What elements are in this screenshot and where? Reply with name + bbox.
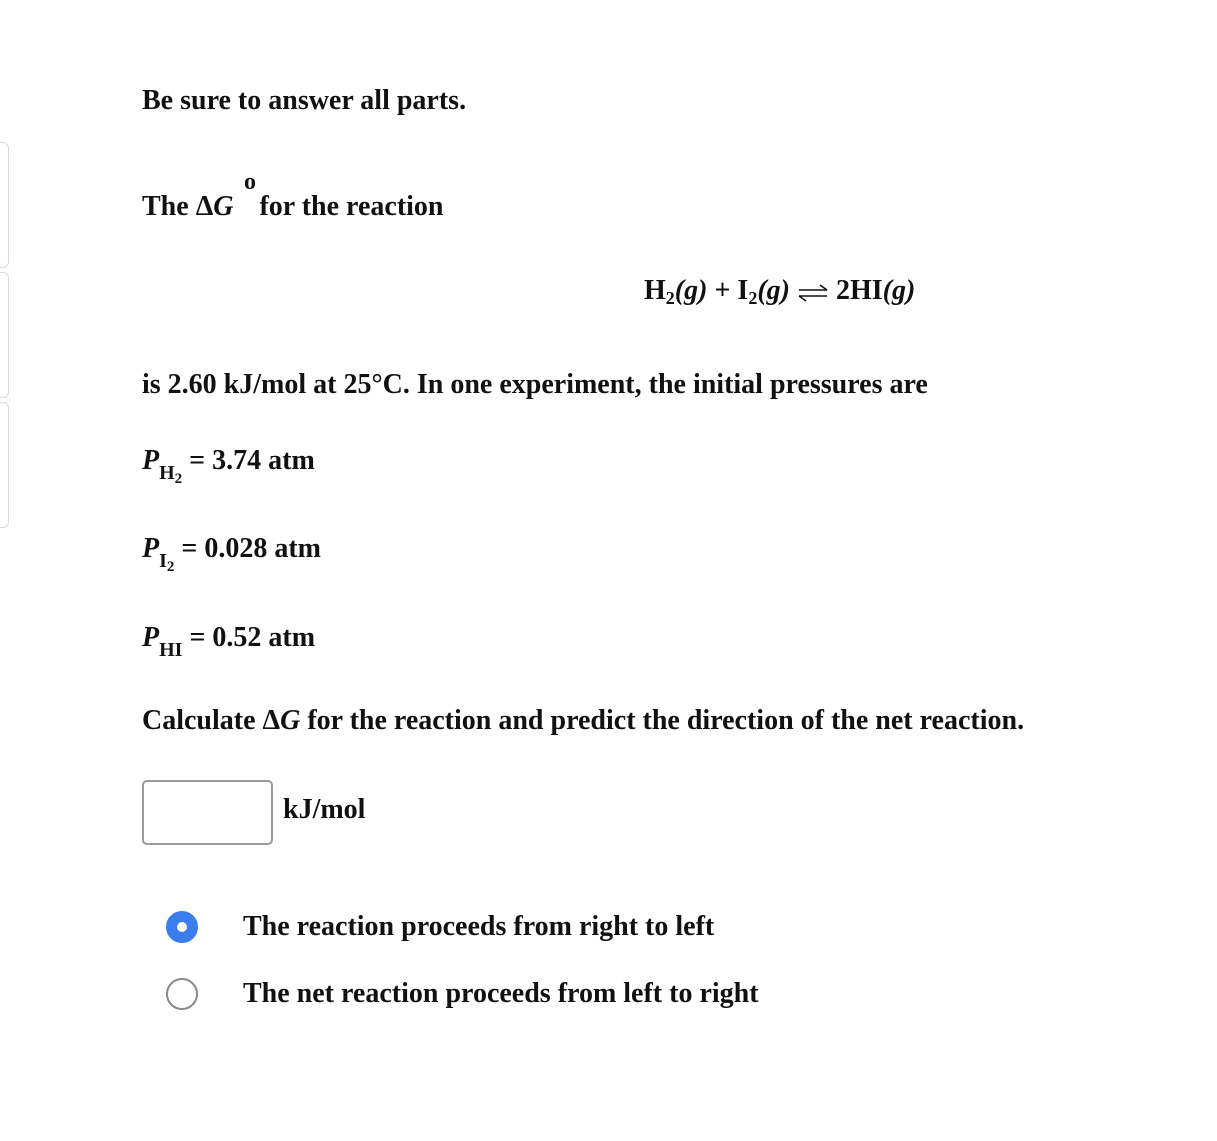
answer-unit: kJ/mol [283, 794, 366, 825]
radio-unselected-icon[interactable] [166, 978, 198, 1010]
product-hi: 2HI [835, 275, 883, 306]
pressure-hi [142, 624, 315, 660]
pressure-symbol: P [142, 622, 160, 653]
reactant-i2: I [737, 275, 749, 306]
side-tab-3[interactable] [0, 402, 9, 528]
option-label[interactable]: The net reaction proceeds from left to right [243, 978, 759, 1009]
question-suffix: for the reaction and predict the direction of the net reaction. [300, 705, 1025, 736]
equilibrium-arrow-icon [798, 284, 828, 302]
prompt-line [142, 193, 444, 221]
delta-symbol: Δ [262, 705, 281, 736]
prompt-prefix: The [142, 191, 196, 222]
pressure-species: I2 [159, 550, 175, 575]
option-left-to-right[interactable] [166, 978, 816, 1010]
reaction-equation [644, 277, 915, 307]
option-right-to-left[interactable] [166, 911, 816, 943]
instruction-text: Be sure to answer all parts. [142, 85, 467, 116]
reactant-h2: H [644, 275, 666, 306]
gibbs-symbol: G [213, 191, 234, 222]
pressure-value: = 3.74 atm [182, 445, 315, 476]
question-prefix: Calculate [142, 705, 263, 736]
pressure-symbol: P [142, 445, 160, 476]
radio-selected-icon[interactable] [166, 911, 198, 943]
pressure-h2 [142, 447, 315, 487]
product-hi-state: (g) [882, 275, 916, 306]
reactant-h2-state: (g) [674, 275, 708, 306]
pressure-i2 [142, 535, 321, 575]
conditions-text: is 2.60 kJ/mol at 25°C. In one experiment, the initial pressures are [142, 369, 928, 400]
reactant-i2-state: (g) [757, 275, 790, 306]
reactant-h2-subscript: 2 [665, 288, 675, 308]
pressure-value: = 0.028 atm [174, 533, 322, 564]
plus-sign: + [707, 275, 738, 306]
delta-g-answer-input[interactable] [142, 780, 273, 845]
side-tab-1[interactable] [0, 142, 9, 268]
option-label[interactable]: The reaction proceeds from right to left [243, 911, 715, 942]
prompt-suffix: for the reaction [259, 191, 444, 222]
question-text [142, 707, 1024, 735]
pressure-species: HI [159, 639, 183, 661]
pressure-value: = 0.52 atm [182, 622, 316, 653]
pressure-species: H2 [159, 462, 183, 487]
side-tab-2[interactable] [0, 272, 9, 398]
pressure-symbol: P [142, 533, 160, 564]
gibbs-symbol: G [280, 705, 301, 736]
delta-symbol: Δ [195, 191, 214, 222]
reactant-i2-subscript: 2 [748, 288, 758, 308]
standard-state-mark: o [244, 169, 256, 195]
